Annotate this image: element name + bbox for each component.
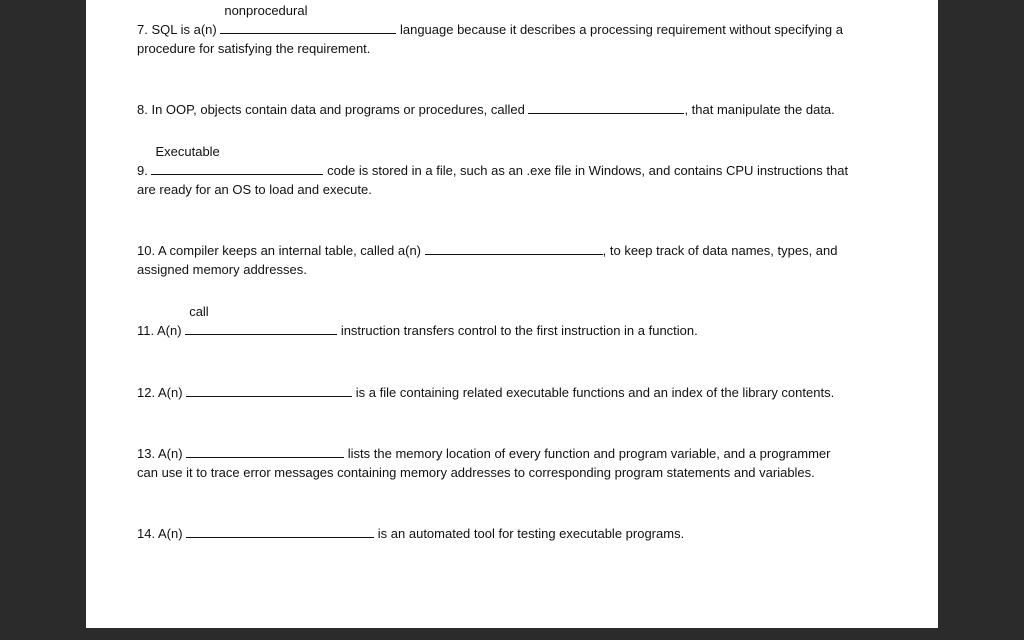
question-9-line-1 — [137, 144, 849, 180]
question-10 — [137, 241, 838, 279]
question-11 — [137, 304, 698, 340]
question-8 — [137, 100, 835, 119]
question-14-blank[interactable] — [186, 525, 374, 538]
question-10-line-1 — [137, 241, 838, 260]
question-10-lead: 10. A compiler keeps an internal table, called a(n) — [137, 243, 422, 258]
question-12-blank[interactable] — [186, 384, 352, 397]
question-11-lead: 11. A(n) — [137, 323, 182, 338]
question-11-rest: instruction transfers control to the first instruction in a function. — [340, 323, 698, 338]
question-8-blank[interactable] — [528, 101, 684, 114]
question-10-line-2: assigned memory addresses. — [137, 262, 307, 277]
question-12-rest: is a file containing related executable functions and an index of the library contents. — [355, 385, 835, 400]
question-9-line-2: are ready for an OS to load and execute. — [137, 182, 372, 197]
question-12-line-1 — [137, 383, 834, 402]
question-7-blank[interactable] — [220, 3, 396, 34]
question-14-rest: is an automated tool for testing executable programs. — [377, 526, 685, 541]
question-14-line-1 — [137, 524, 684, 543]
question-11-line-1 — [137, 304, 698, 340]
question-9-rest: code is stored in a file, such as an .exe file in Windows, and contains CPU instructions that — [327, 163, 849, 178]
question-8-lead: 8. In OOP, objects contain data and programs or procedures, called — [137, 102, 525, 117]
worksheet-page — [86, 0, 938, 628]
question-7-line-1 — [137, 3, 843, 39]
question-12 — [137, 383, 834, 402]
question-13-blank[interactable] — [186, 445, 344, 458]
question-11-blank[interactable] — [185, 304, 337, 335]
question-13-lead: 13. A(n) — [137, 446, 183, 461]
question-7-line-2: procedure for satisfying the requirement. — [137, 41, 371, 56]
question-7 — [137, 3, 843, 58]
question-13-rest: lists the memory location of every function and program variable, and a programmer — [347, 446, 831, 461]
question-13-line-1 — [137, 444, 830, 463]
question-11-answer: call — [189, 304, 209, 319]
question-7-answer: nonprocedural — [224, 3, 308, 18]
question-13 — [137, 444, 830, 482]
question-14 — [137, 524, 684, 543]
question-9-lead: 9. — [137, 163, 148, 178]
question-12-lead: 12. A(n) — [137, 385, 183, 400]
question-9-blank[interactable] — [151, 144, 323, 175]
question-9-answer: Executable — [155, 144, 220, 159]
question-7-lead: 7. SQL is a(n) — [137, 22, 217, 37]
question-14-lead: 14. A(n) — [137, 526, 183, 541]
question-8-line-1 — [137, 100, 835, 119]
question-7-rest: language because it describes a processing requirement without specifying a — [399, 22, 843, 37]
question-10-blank[interactable] — [425, 242, 603, 255]
question-8-rest: , that manipulate the data. — [684, 102, 835, 117]
question-10-rest: , to keep track of data names, types, and — [602, 243, 838, 258]
question-13-line-2: can use it to trace error messages containing memory addresses to corresponding program statements and variables. — [137, 465, 815, 480]
question-9 — [137, 144, 849, 199]
